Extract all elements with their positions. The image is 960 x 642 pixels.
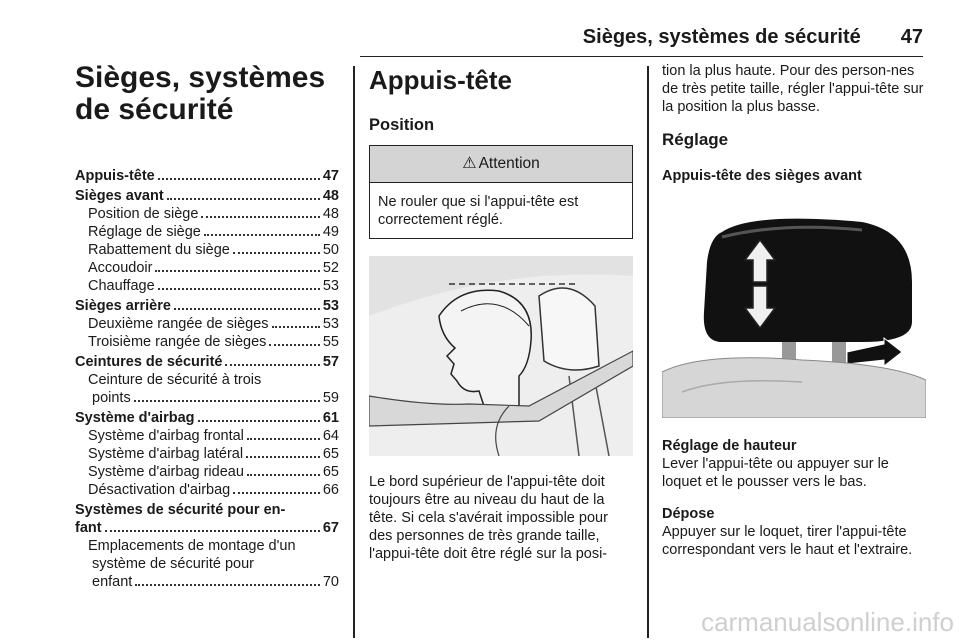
position-paragraph: Le bord supérieur de l'appui-tête doit toujours être au niveau du haut de la tête. Si cela s'avérait impossible pour des personnes de très grande taille, l'appui-tête doit être réglé sur la posi-: [369, 474, 608, 562]
toc-link-reglage-siege[interactable]: Réglage de siège 49: [88, 224, 339, 240]
reglage-heading: Réglage: [662, 130, 729, 149]
toc-link-ceinture-trois-points[interactable]: Ceinture de sécurité à trois points 59: [88, 372, 339, 406]
toc-link-position-siege[interactable]: Position de siège 48: [88, 206, 339, 222]
toc-link-appuis-tete[interactable]: Appuis-tête 47: [75, 168, 339, 184]
removal-title: Dépose: [662, 506, 715, 522]
toc-link-airbag-frontal[interactable]: Système d'airbag frontal 64: [88, 428, 339, 444]
warning-box: [369, 145, 633, 239]
column-divider: [647, 66, 649, 638]
continued-paragraph: tion la plus haute. Pour des person-nes de très petite taille, régler l'appui-tête sur la position la plus basse.: [662, 63, 924, 115]
page-number: 47: [900, 26, 923, 48]
section-title: Appuis-tête: [369, 65, 512, 95]
toc-link-desactivation-airbag[interactable]: Désactivation d'airbag 66: [88, 482, 339, 498]
warning-triangle-icon: ⚠: [462, 155, 477, 172]
toc-link-chauffage[interactable]: Chauffage 53: [88, 278, 339, 294]
removal-text: Appuyer sur le loquet, tirer l'appui-tête correspondant vers le haut et l'extraire.: [662, 524, 913, 558]
appuis-tete-section: [369, 62, 633, 563]
height-adjust-text: Lever l'appui-tête ou appuyer sur le loquet et le pousser vers le bas.: [662, 456, 889, 490]
reglage-section: [662, 62, 926, 559]
headrest-adjustment-illustration: [662, 192, 926, 418]
head-restraint-position-illustration: [369, 256, 633, 456]
toc-link-accoudoir[interactable]: Accoudoir 52: [88, 260, 339, 276]
height-adjust-title: Réglage de hauteur: [662, 438, 797, 454]
running-title: Sièges, systèmes de sécurité: [582, 26, 861, 48]
toc-link-deuxieme-rangee[interactable]: Deuxième rangée de sièges 53: [88, 316, 339, 332]
toc-link-sieges-avant[interactable]: Sièges avant 48: [75, 188, 339, 204]
toc-link-systeme-airbag[interactable]: Système d'airbag 61: [75, 410, 339, 426]
front-headrest-subheading: Appuis-tête des sièges avant: [662, 168, 862, 184]
warning-header: [370, 146, 632, 183]
column-divider: [353, 66, 355, 638]
chapter-toc: [75, 62, 339, 591]
page-header: [360, 26, 923, 57]
toc-link-securite-enfant[interactable]: Systèmes de sécurité pour en- fant 67: [75, 502, 339, 536]
toc-link-sieges-arriere[interactable]: Sièges arrière 53: [75, 298, 339, 314]
toc-link-troisieme-rangee[interactable]: Troisième rangée de sièges 55: [88, 334, 339, 350]
toc-link-airbag-rideau[interactable]: Système d'airbag rideau 65: [88, 464, 339, 480]
toc-link-ceintures[interactable]: Ceintures de sécurité 57: [75, 354, 339, 370]
toc-link-rabattement[interactable]: Rabattement du siège 50: [88, 242, 339, 258]
toc-link-emplacements-montage[interactable]: Emplacements de montage d'un système de sécurité pour enfant 70: [88, 538, 339, 590]
chapter-title: Sièges, systèmes de sécurité: [75, 61, 326, 126]
toc-link-airbag-lateral[interactable]: Système d'airbag latéral 65: [88, 446, 339, 462]
subsection-title: Position: [369, 116, 435, 134]
warning-title: Attention: [478, 155, 540, 172]
warning-text: Ne rouler que si l'appui-tête est correctement réglé.: [378, 194, 579, 228]
watermark: carmanualsonline.info: [701, 607, 954, 637]
